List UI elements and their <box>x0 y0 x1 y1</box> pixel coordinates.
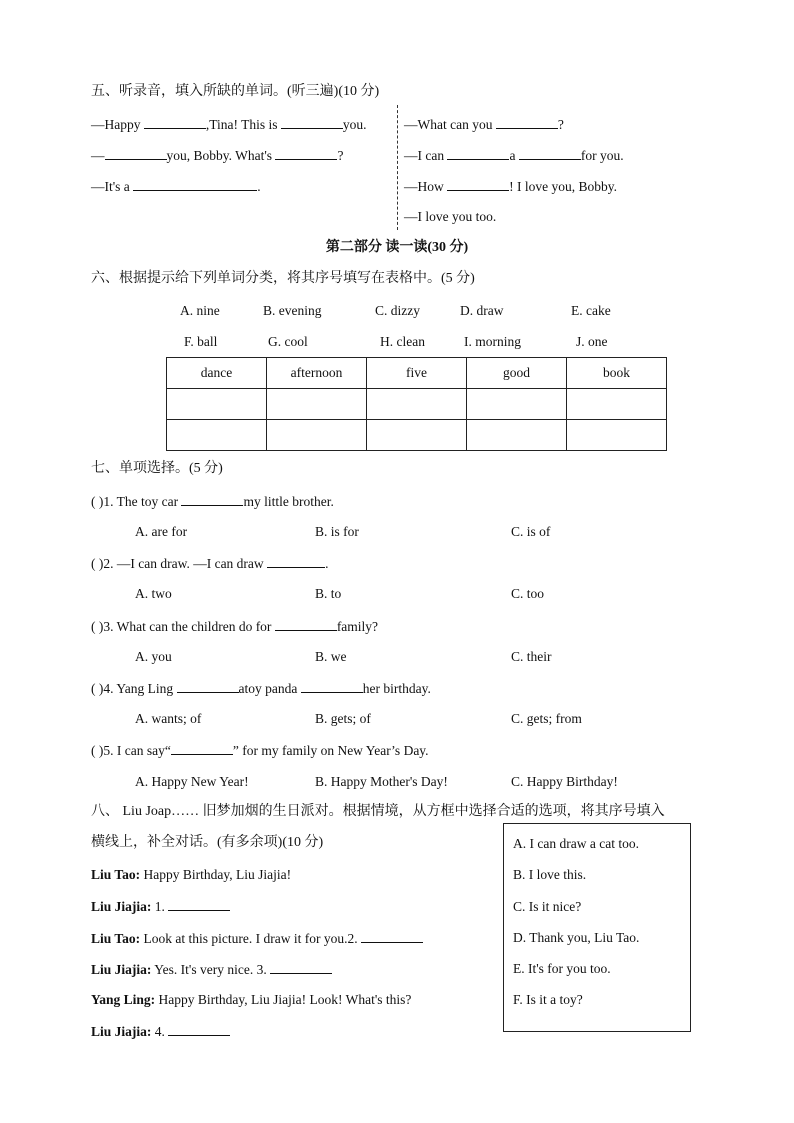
option-a[interactable]: A. are for <box>135 524 188 539</box>
table-cell[interactable] <box>467 420 567 451</box>
dialogue-line <box>91 866 291 884</box>
blank-field[interactable] <box>496 115 558 129</box>
word-option: J. one <box>576 334 608 349</box>
question-2 <box>91 554 328 573</box>
table-header: good <box>467 358 567 389</box>
text: family? <box>336 619 379 634</box>
text: . <box>325 556 329 571</box>
listen-line-r4: —I love you too. <box>404 209 497 224</box>
option-a[interactable]: A. wants; of <box>135 711 202 726</box>
table-header: afternoon <box>267 358 367 389</box>
blank-field[interactable] <box>275 146 337 160</box>
blank-field[interactable] <box>181 492 243 506</box>
text: you. <box>342 117 367 132</box>
section8-title-line2: 横线上，补全对话。(有多余项)(10 分) <box>91 835 324 850</box>
text: ( )4. Yang Ling <box>91 681 177 696</box>
word-option: F. ball <box>184 334 218 349</box>
option-c[interactable]: C. gets; from <box>511 711 582 726</box>
dialogue-text: 4. <box>151 1024 169 1039</box>
option-c[interactable]: C. Happy Birthday! <box>511 774 618 789</box>
text: . <box>257 179 261 194</box>
text: atoy panda <box>238 681 301 696</box>
table-header-row <box>167 358 667 389</box>
part2-title: 第二部分 读一读(30 分) <box>325 240 469 255</box>
table-cell[interactable] <box>267 389 367 420</box>
word-option: C. dizzy <box>375 303 420 318</box>
section5-title: 五、听录音，填入所缺的单词。(听三遍)(10 分) <box>91 84 380 99</box>
classification-table <box>166 357 667 451</box>
word-option: B. evening <box>263 303 322 318</box>
text: — <box>91 148 105 163</box>
option-c[interactable]: C. too <box>511 586 545 601</box>
dialogue-text: Yes. It's very nice. 3. <box>151 962 271 977</box>
speaker-name: Yang Ling: <box>91 992 156 1007</box>
table-cell[interactable] <box>367 420 467 451</box>
dialogue-line <box>91 991 411 1009</box>
option-b[interactable]: B. to <box>315 586 342 601</box>
column-divider <box>397 105 398 230</box>
text: ” for my family on New Year’s Day. <box>232 743 429 758</box>
blank-field[interactable] <box>447 177 509 191</box>
option-b[interactable]: B. gets; of <box>315 711 371 726</box>
table-cell[interactable] <box>567 420 667 451</box>
table-row <box>167 420 667 451</box>
word-option: D. draw <box>460 303 504 318</box>
blank-field[interactable] <box>447 146 509 160</box>
text: ,Tina! This is <box>205 117 281 132</box>
table-row <box>167 389 667 420</box>
speaker-name: Liu Tao: <box>91 867 141 882</box>
listen-line-3 <box>91 177 261 196</box>
text: —What can you <box>404 117 496 132</box>
blank-field[interactable] <box>105 146 167 160</box>
speaker-name: Liu Tao: <box>91 931 141 946</box>
blank-field[interactable] <box>171 741 233 755</box>
text: ( )5. I can say“ <box>91 743 171 758</box>
blank-field[interactable] <box>281 115 343 129</box>
blank-field[interactable] <box>270 960 332 974</box>
dialogue-text: 1. <box>151 899 169 914</box>
dialogue-text: Happy Birthday, Liu Jiajia! <box>140 867 292 882</box>
text: —Happy <box>91 117 144 132</box>
blank-field[interactable] <box>168 897 230 911</box>
table-cell[interactable] <box>167 389 267 420</box>
text: ( )2. —I can draw. —I can draw <box>91 556 268 571</box>
blank-field[interactable] <box>144 115 206 129</box>
text: —How <box>404 179 448 194</box>
text: ? <box>337 148 344 163</box>
word-option: H. clean <box>380 334 425 349</box>
box-option: E. It's for you too. <box>513 961 611 976</box>
option-c[interactable]: C. their <box>511 649 552 664</box>
option-a[interactable]: A. you <box>135 649 172 664</box>
text: —I can <box>404 148 448 163</box>
blank-field[interactable] <box>361 929 423 943</box>
section6-title: 六、根据提示给下列单词分类，将其序号填写在表格中。(5 分) <box>91 271 475 286</box>
text: her birthday. <box>362 681 431 696</box>
speaker-name: Liu Jiajia: <box>91 962 152 977</box>
dialogue-line <box>91 897 230 916</box>
question-3 <box>91 617 378 636</box>
table-cell[interactable] <box>167 420 267 451</box>
option-b[interactable]: B. we <box>315 649 347 664</box>
text: for you. <box>580 148 624 163</box>
table-header: five <box>367 358 467 389</box>
box-option: C. Is it nice? <box>513 899 582 914</box>
blank-field[interactable] <box>519 146 581 160</box>
table-header: dance <box>167 358 267 389</box>
table-cell[interactable] <box>567 389 667 420</box>
blank-field[interactable] <box>168 1022 230 1036</box>
blank-field[interactable] <box>177 679 239 693</box>
text: —It's a <box>91 179 134 194</box>
word-option: A. nine <box>180 303 220 318</box>
blank-field[interactable] <box>275 617 337 631</box>
dialogue-line <box>91 960 332 979</box>
table-cell[interactable] <box>267 420 367 451</box>
speaker-name: Liu Jiajia: <box>91 899 152 914</box>
dialogue-line <box>91 1022 230 1041</box>
blank-field[interactable] <box>267 554 325 568</box>
text: ? <box>557 117 564 132</box>
table-cell[interactable] <box>367 389 467 420</box>
dialogue-text: Look at this picture. I draw it for you.2. <box>140 931 361 946</box>
word-option: G. cool <box>268 334 308 349</box>
blank-field[interactable] <box>133 177 257 191</box>
text: my little brother. <box>243 494 334 509</box>
table-cell[interactable] <box>467 389 567 420</box>
word-option: E. cake <box>571 303 611 318</box>
option-a[interactable]: A. Happy New Year! <box>135 774 249 789</box>
option-a[interactable]: A. two <box>135 586 172 601</box>
box-option: D. Thank you, Liu Tao. <box>513 930 640 945</box>
word-option: I. morning <box>464 334 521 349</box>
listen-line-2 <box>91 146 343 165</box>
option-b[interactable]: B. Happy Mother's Day! <box>315 774 448 789</box>
text: a <box>509 148 519 163</box>
question-5 <box>91 741 429 760</box>
question-1 <box>91 492 334 511</box>
option-c[interactable]: C. is of <box>511 524 551 539</box>
text: ! I love you, Bobby. <box>509 179 617 194</box>
text: ( )3. What can the children do for <box>91 619 275 634</box>
speaker-name: Liu Jiajia: <box>91 1024 152 1039</box>
section8-title-line1: 八、 Liu Joap…… 旧梦加烟的生日派对。根据情境，从方框中选择合适的选项，将其序号填入 <box>91 804 665 819</box>
listen-line-r1 <box>404 115 564 134</box>
box-option: F. Is it a toy? <box>513 992 583 1007</box>
dialogue-text: Happy Birthday, Liu Jiajia! Look! What's this? <box>155 992 412 1007</box>
question-4 <box>91 679 431 698</box>
listen-line-r2 <box>404 146 624 165</box>
listen-line-1 <box>91 115 367 134</box>
dialogue-line <box>91 929 423 948</box>
text: ( )1. The toy car <box>91 494 182 509</box>
section7-title: 七、单项选择。(5 分) <box>91 461 223 476</box>
box-option: A. I can draw a cat too. <box>513 836 639 851</box>
option-b[interactable]: B. is for <box>315 524 359 539</box>
box-option: B. I love this. <box>513 867 587 882</box>
blank-field[interactable] <box>301 679 363 693</box>
text: you, Bobby. What's <box>166 148 276 163</box>
table-header: book <box>567 358 667 389</box>
listen-line-r3 <box>404 177 617 196</box>
